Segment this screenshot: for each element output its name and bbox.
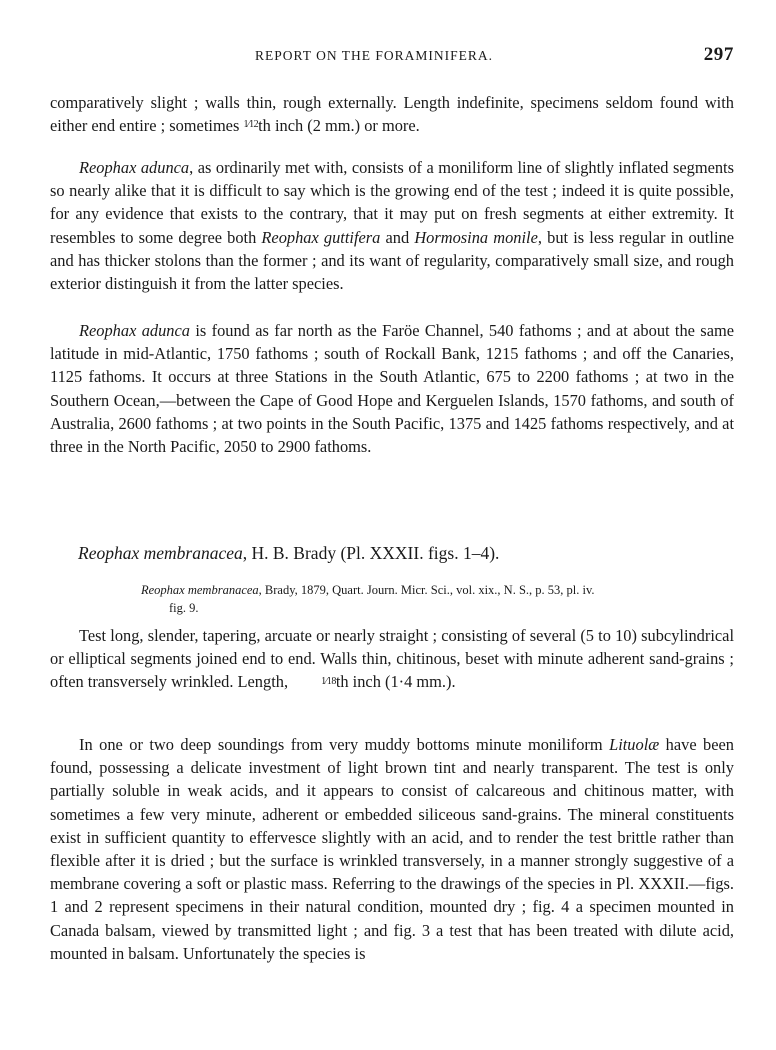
paragraph-4 [50, 624, 734, 694]
paragraph-text: In one or two deep soundings from very muddy bottoms minute moniliform [79, 735, 610, 754]
synonymy-text: , Brady, 1879, Quart. Journ. Micr. Sci., vol. xix., N. S., p. 53, pl. iv. [258, 583, 595, 597]
paragraph-text: th inch (1·4 mm.). [335, 672, 456, 692]
paragraph-text: th inch (2 mm.) or more. [258, 116, 420, 136]
species-heading-name: Reophax membranacea [78, 543, 243, 563]
species-name: Reophax adunca [79, 321, 190, 340]
running-head [50, 44, 734, 68]
species-heading-authority: , H. B. Brady (Pl. XXXII. figs. 1–4). [242, 543, 500, 563]
species-heading [78, 543, 499, 564]
fraction: 1⁄18 [321, 675, 336, 687]
species-name: Reophax adunca [79, 158, 190, 177]
paragraph-text: comparatively slight ; walls thin, rough externally. Length indefinite, specimens seldom found with either end entire ; sometimes [50, 93, 734, 136]
genus-name: Lituolæ [609, 735, 660, 754]
paragraph-text: is found as far north as the Faröe Channel, 540 fathoms ; and at about the same latitude in mid-Atlantic, 1750 fathoms ; south of Rockall Bank, 1215 fathoms ; and off the Canaries, 1125 fathoms. It occurs at three Stations in the South Atlantic, 675 to 2200 fathoms ; at two in the Southern Ocean,—between the Cape of Good Hope and Kerguelen Islands, 1570 fathoms, and south of Australia, 2600 fathoms ; at two points in the South Pacific, 1375 and 1425 fathoms respectively, and at three in the North Pacific, 2050 to 2900 fathoms. [50, 321, 734, 457]
paragraph-text: Test long, slender, tapering, arcuate or nearly straight ; consisting of several (5 to 10) subcylindrical or elliptical segments joined end to end. Walls thin, chitinous, beset with minute adherent sand-grains ; often transversely wrinkled. Length, [50, 626, 734, 692]
synonymy-citation [141, 581, 734, 617]
paragraph-3 [50, 319, 734, 458]
paragraph-text: have been found, possessing a delicate investment of light brown tint and nearly transparent. The test is only partially soluble in weak acids, and it appears to consist of calcareous and chitinous matter, with sometimes a few very minute, adherent or embedded siliceous sand-grains. The mineral constituents exist in sufficient quantity to effervesce slightly with an acid, and to render the test brittle rather than flexible after it is dried ; but the surface is wrinkled transversely, in a manner strongly suggestive of a membrane covering a soft or plastic mass. Referring to the drawings of the species in Pl. XXXII.—figs. 1 and 2 represent specimens in their natural condition, mounted dry ; fig. 4 a specimen mounted in Canada balsam, viewed by transmitted light ; and fig. 3 a test that has been treated with dilute acid, mounted in balsam. Unfortunately the species is [50, 735, 734, 963]
paragraph-text: and [380, 227, 415, 247]
page-number: 297 [703, 44, 734, 65]
synonymy-name: Reophax membranacea [141, 583, 259, 597]
fraction: 1⁄12 [243, 119, 259, 131]
paragraph-1 [50, 91, 734, 137]
paragraph-text: , as ordinarily met with, consists of a moniliform line of slightly inflated segments so nearly alike that it is difficult to say which is the growing end of the test ; indeed it is quite possible, for any evidence that exists to the contrary, that it may put on fresh segments at either extremity. It resembles to some degree both [50, 158, 734, 247]
synonymy-continuation: fig. 9. [169, 601, 199, 615]
species-name: Hormosina monile [414, 227, 538, 247]
running-head-title: REPORT ON THE FORAMINIFERA. [255, 48, 493, 63]
paragraph-text: , but is less regular in outline and has thicker stolons than the former ; and its want of regularity, comparatively small size, and rough exterior distinguish it from the latter species. [50, 227, 734, 294]
species-name: Reophax guttifera [261, 227, 381, 247]
paragraph-5 [50, 733, 734, 965]
paragraph-2 [50, 156, 734, 295]
